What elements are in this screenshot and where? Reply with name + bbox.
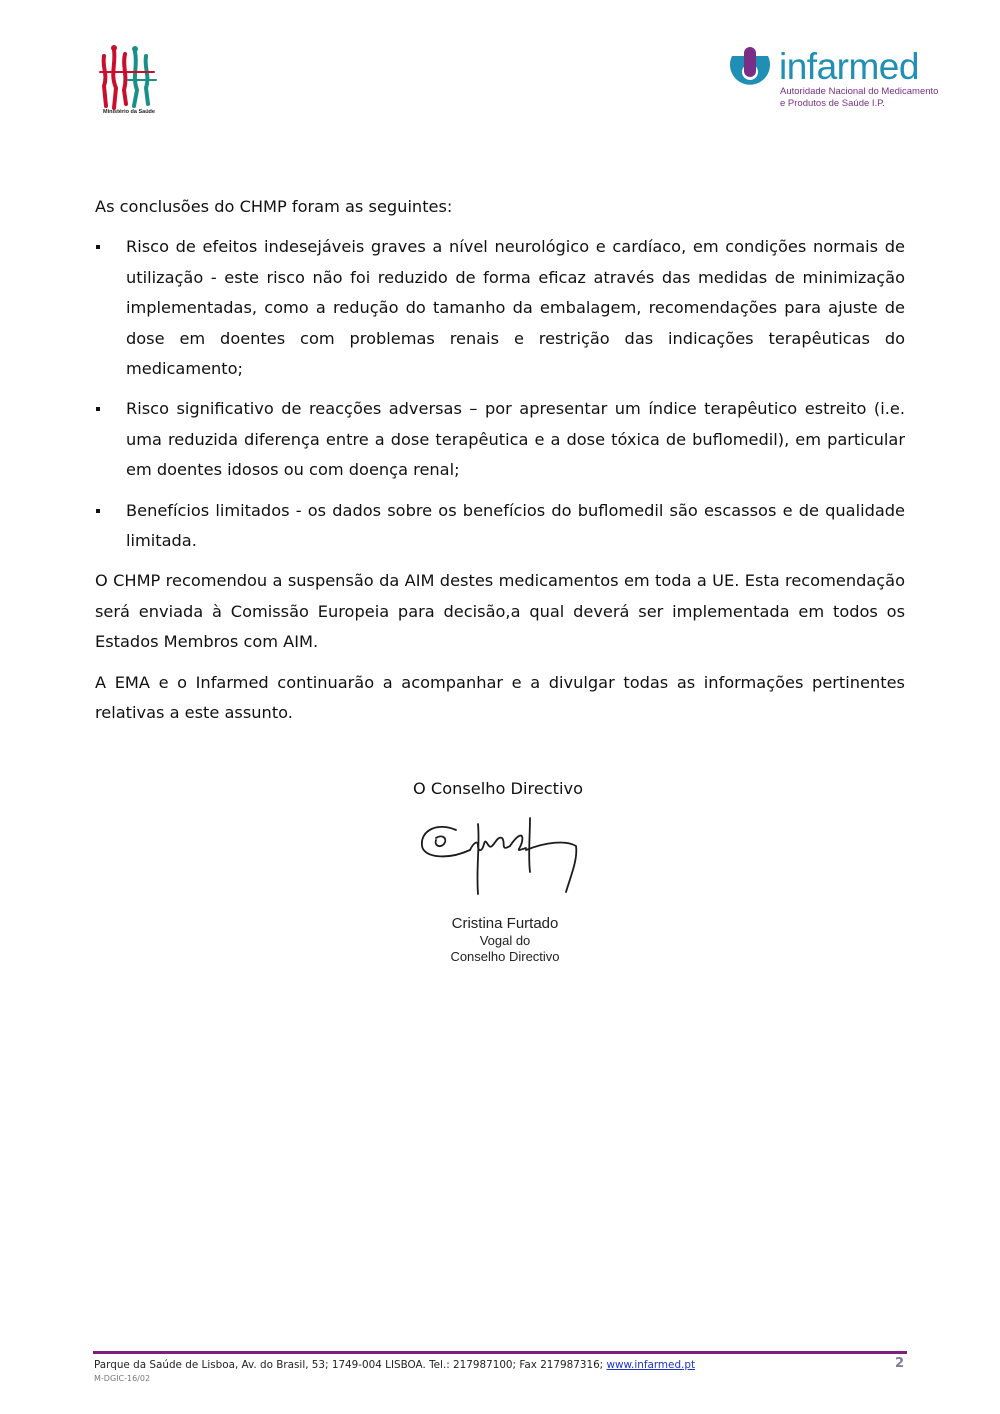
page-number: 2: [895, 1356, 905, 1371]
website-link[interactable]: www.infarmed.pt: [606, 1359, 696, 1371]
handwritten-signature: [418, 816, 588, 905]
infarmed-subtitle-line2: e Produtos de Saúde I.P.: [780, 98, 885, 109]
document-body: [95, 192, 905, 739]
document-code: M-DGIC-16/02: [94, 1374, 151, 1383]
list-item: Risco significativo de reacções adversas – por apresentar um índice terapêutico estreito (i.e. uma reduzida diferença entre a dose terapêutica e a dose tóxica de buflomedil), em particular em doentes idosos ou com doença renal;: [95, 394, 905, 485]
list-item: Benefícios limitados - os dados sobre os benefícios do buflomedil são escassos e de qualidade limitada.: [95, 496, 905, 557]
footer-address-text: Parque da Saúde de Lisboa, Av. do Brasil, 53; 1749-004 LISBOA. Tel.: 217987100; Fax 217987316;: [94, 1359, 607, 1371]
infarmed-logo-icon: [726, 46, 774, 96]
signatory-name: Cristina Furtado: [451, 915, 559, 932]
infarmed-subtitle: [780, 86, 938, 110]
signature-stamp: [430, 915, 580, 965]
conclusions-list: [95, 232, 905, 556]
ministerio-caption: Ministério da Saúde: [103, 109, 155, 115]
list-item: Risco de efeitos indesejáveis graves a nível neurológico e cardíaco, em condições normais de utilização - este risco não foi reduzido de forma eficaz através das medidas de minimização implementadas, como a redução do tamanho da embalagem, recomendações para ajuste de dose em doentes com problemas renais e restrição das indicações terapêuticas do medicamento;: [95, 232, 905, 384]
infarmed-subtitle-line1: Autoridade Nacional do Medicamento: [780, 86, 939, 97]
infarmed-name: infarmed: [779, 46, 919, 87]
signatory-title-line2: Conselho Directivo: [450, 949, 560, 964]
footer-rule: [93, 1351, 907, 1354]
recommendation-paragraph: O CHMP recomendou a suspensão da AIM destes medicamentos em toda a UE. Esta recomendação será enviada à Comissão Europeia para decisão,a qual deverá ser implementada em todos os Estados Membros com AIM.: [95, 571, 905, 652]
footer-address: [94, 1359, 695, 1371]
intro-paragraph: As conclusões do CHMP foram as seguintes:: [95, 197, 453, 216]
ministerio-da-saude-logo-icon: [94, 44, 160, 118]
signatory-title-line1: Vogal do: [479, 933, 531, 948]
signature-heading: O Conselho Directivo: [413, 779, 584, 798]
infarmed-logo: [726, 46, 939, 116]
closing-paragraph: A EMA e o Infarmed continuarão a acompanhar e a divulgar todas as informações pertinentes relativas a este assunto.: [95, 672, 905, 723]
